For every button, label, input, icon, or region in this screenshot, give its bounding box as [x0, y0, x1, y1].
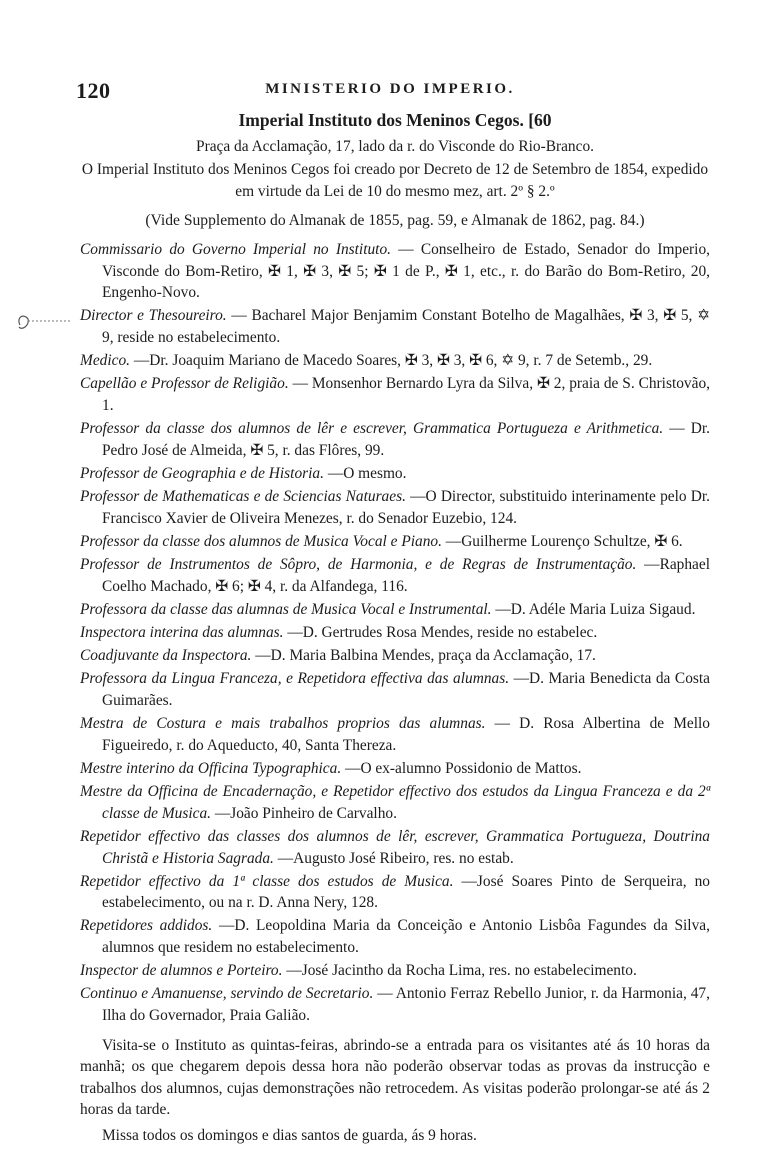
staff-role: Mestre interino da Officina Typographica. [80, 759, 342, 777]
staff-role: Capellão e Professor de Religião. [80, 375, 289, 393]
staff-entry [80, 554, 710, 597]
staff-details: — Conselheiro de Estado, Senador do Imperio, Visconde do Bom-Retiro, ✠ 1, ✠ 3, ✠ 5; ✠ 1 de P., ✠ 1, etc., r. do Barão do Bom-Retiro, 20, Engenho-Novo. [102, 240, 710, 302]
staff-details: — D. Rosa Albertina de Mello Figueiredo, r. do Aqueducto, 40, Santa Thereza. [102, 715, 710, 754]
staff-details: — Antonio Ferraz Rebello Junior, r. da Harmonia, 47, Ilha do Governador, Praia Galião. [102, 985, 710, 1025]
staff-role: Professor da classe dos alumnos de lêr e escrever, Grammatica Portugueza e Arithmetica. [80, 420, 664, 438]
staff-details: —Dr. Joaquim Mariano de Macedo Soares, ✠ 3, ✠ 3, ✠ 6, ✡ 9, r. 7 de Setemb., 29. [133, 352, 653, 370]
staff-details: —O ex-alumno Possidonio de Mattos. [345, 759, 582, 777]
staff-entry [80, 960, 710, 982]
staff-details: —O Director, substituido interinamente pelo Dr. Francisco Xavier de Oliveira Menezes, r. do Senador Euzebio, 124. [102, 488, 710, 527]
staff-role: Professora da classe das alumnas de Musica Vocal e Instrumental. [80, 600, 492, 618]
staff-role: Coadjuvante da Inspectora. [80, 647, 252, 665]
staff-details: — Bacharel Major Benjamim Constant Botelho de Magalhães, ✠ 3, ✠ 5, ✡ 9, reside no estabelecimento. [102, 307, 710, 346]
staff-details: — Monsenhor Bernardo Lyra da Silva, ✠ 2, praia de S. Christovão, 1. [102, 375, 710, 414]
staff-details: —D. Maria Balbina Mendes, praça da Acclamação, 17. [255, 647, 596, 665]
section-vide-note: (Vide Supplemento do Almanak de 1855, pag. 59, e Almanak de 1862, pag. 84.) [145, 212, 645, 230]
staff-entry [80, 645, 710, 667]
staff-role: Mestre da Officina de Encadernação, e Repetidor effectivo dos estudos da Lingua Franceza e da 2ª classe de Musica. [80, 783, 710, 822]
staff-role: Mestra de Costura e mais trabalhos proprios das alumnas. [80, 715, 486, 733]
staff-role: Inspector de alumnos e Porteiro. [80, 962, 283, 980]
document-body [80, 110, 710, 1147]
staff-entry [80, 622, 710, 644]
staff-role: Professor de Geographia e de Historia. [80, 464, 324, 482]
mass-schedule-paragraph: Missa todos os domingos e dias santos de guarda, ás 9 horas. [102, 1127, 477, 1144]
staff-entry [80, 758, 710, 780]
staff-details: —Augusto José Ribeiro, res. no estab. [277, 849, 514, 867]
staff-entry [80, 373, 710, 416]
staff-entry [80, 486, 710, 529]
staff-entries [80, 239, 710, 1027]
staff-details: —D. Maria Benedicta da Costa Guimarães. [102, 670, 710, 709]
staff-details: —D. Adéle Maria Luiza Sigaud. [495, 600, 696, 618]
page-header [64, 78, 716, 110]
staff-entry [80, 781, 710, 824]
staff-role: Commissario do Governo Imperial no Instituto. [80, 240, 391, 258]
page-number: 120 [76, 78, 111, 103]
staff-entry [80, 983, 710, 1026]
section-address: Praça da Acclamação, 17, lado da r. do Visconde do Rio-Branco. [196, 137, 594, 155]
staff-role: Professor de Instrumentos de Sôpro, de Harmonia, e de Regras de Instrumentação. [80, 556, 637, 574]
staff-details: — Dr. Pedro José de Almeida, ✠ 5, r. das Flôres, 99. [102, 420, 710, 459]
staff-details: —Guilherme Lourenço Schultze, ✠ 6. [445, 532, 683, 550]
section-intro: O Imperial Instituto dos Meninos Cegos foi creado por Decreto de 12 de Setembro de 1854, expedido em virtude da Lei de 10 do mesmo mez, art. 2º § 2.º [81, 161, 709, 200]
staff-entry [80, 305, 710, 348]
staff-entry [80, 713, 710, 756]
staff-role: Repetidores addidos. [80, 917, 213, 935]
staff-entry [80, 531, 710, 553]
staff-entry [80, 871, 710, 914]
staff-role: Repetidor effectivo da 1ª classe dos estudos de Musica. [80, 872, 454, 890]
staff-entry [80, 418, 710, 461]
section-title: Imperial Instituto dos Meninos Cegos. [60 [238, 110, 552, 130]
staff-role: Inspectora interina das alumnas. [80, 624, 284, 641]
staff-role: Professora da Lingua Franceza, e Repetidora effectiva das alumnas. [80, 670, 510, 688]
staff-entry [80, 668, 710, 711]
staff-role: Continuo e Amanuense, servindo de Secretario. [80, 985, 374, 1003]
staff-role: Medico. [80, 352, 130, 370]
staff-details: —D. Leopoldina Maria da Conceição e Antonio Lisbôa Fagundes da Silva, alumnos que residem no estabelecimento. [102, 917, 710, 957]
staff-role: Repetidor effectivo das classes dos alumnos de lêr, escrever, Grammatica Portugueza, Doutrina Christã e Historia Sagrada. [80, 827, 710, 867]
visiting-hours-paragraph: Visita-se o Instituto as quintas-feiras, abrindo-se a entrada para os visitantes até ás 10 horas da manhã; os que chegarem depois dessa hora não poderão observar todas as provas da instrucção e trabalhos dos alumnos, cujas demonstrações não retrocedem. As visitas poderão prolongar-se até ás 2 horas da tarde. [80, 1036, 710, 1119]
staff-details: —João Pinheiro de Carvalho. [214, 804, 397, 822]
staff-details: —José Soares Pinto de Serqueira, no estabelecimento, ou na r. D. Anna Nery, 128. [102, 872, 710, 912]
staff-entry [80, 915, 710, 958]
handwritten-mark-icon [14, 307, 72, 337]
staff-entry [80, 826, 710, 869]
running-title: MINISTERIO DO IMPERIO. [265, 81, 515, 97]
staff-details: —Raphael Coelho Machado, ✠ 6; ✠ 4, r. da Alfandega, 116. [102, 556, 710, 595]
staff-role: Professor de Mathematicas e de Sciencias Naturaes. [80, 488, 406, 506]
staff-role: Professor da classe dos alumnos de Musica Vocal e Piano. [80, 532, 442, 550]
staff-details: —D. Gertrudes Rosa Mendes, reside no estabelec. [287, 624, 598, 641]
staff-entry [80, 463, 710, 485]
staff-details: —José Jacintho da Rocha Lima, res. no estabelecimento. [286, 962, 637, 980]
staff-entry [80, 239, 710, 304]
staff-role: Director e Thesoureiro. [80, 307, 227, 325]
staff-details: —O mesmo. [327, 464, 407, 482]
staff-entry [80, 599, 710, 621]
staff-entry [80, 350, 710, 372]
